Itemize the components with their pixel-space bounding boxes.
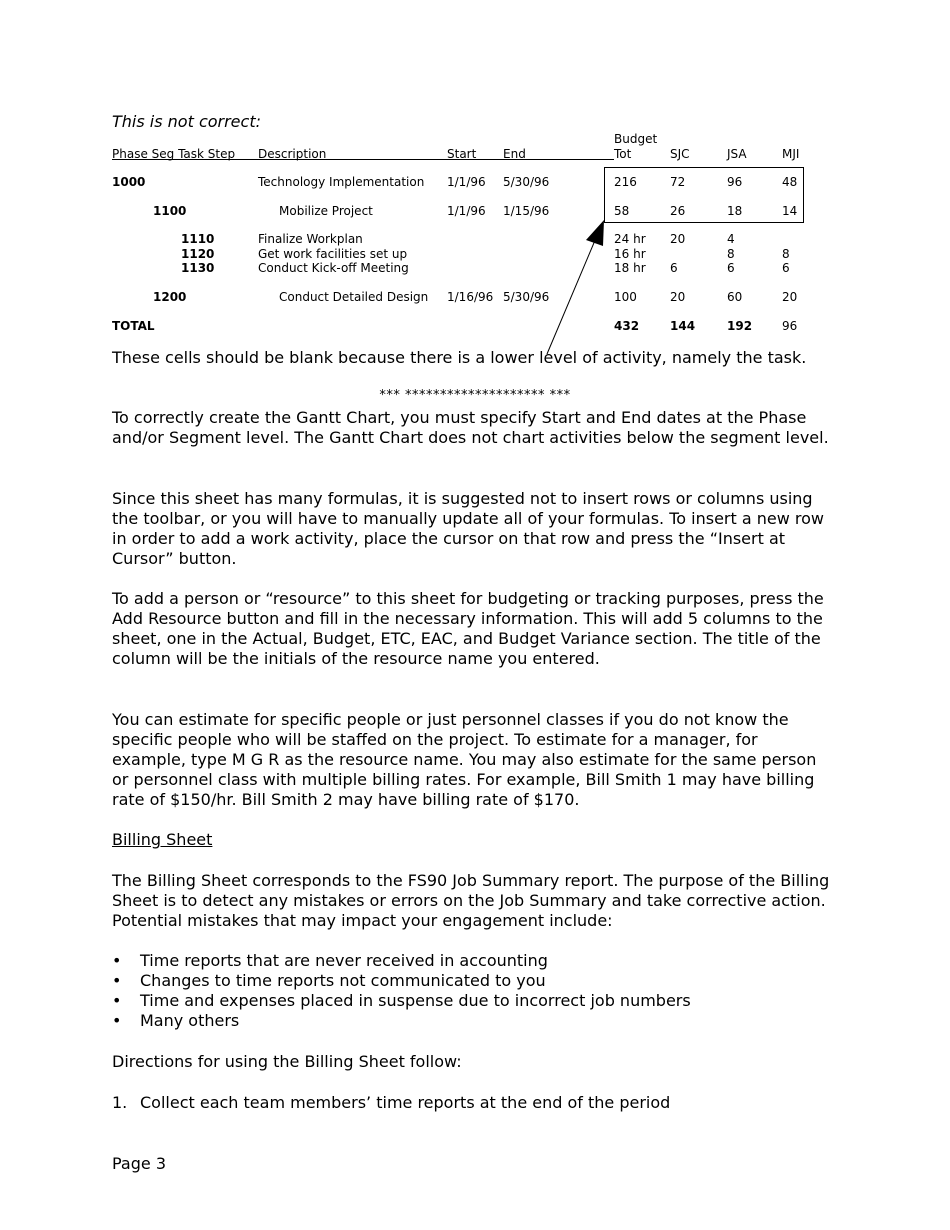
- row-jsa: 8: [727, 247, 735, 261]
- callout-arrow: [0, 0, 950, 400]
- row-mji: 48: [782, 175, 798, 189]
- total-jsa: 192: [727, 319, 753, 333]
- row-start: 1/1/96: [447, 175, 486, 189]
- row-code: 1200: [153, 290, 187, 304]
- resource-paragraph: To add a person or “resource” to this sheet for budgeting or tracking purposes, press the Add Resource button and fill in the necessary information. This will add 5 columns to the sheet, one in the Actual, Budget, ETC, EAC, and Budget Variance section. The title of the column will be the initials of the resource name you entered.: [112, 589, 824, 668]
- total-tot: 432: [614, 319, 640, 333]
- row-end: 1/15/96: [503, 204, 550, 218]
- row-end: 5/30/96: [503, 175, 550, 189]
- row-code: 1130: [181, 261, 215, 275]
- row-sjc: 6: [670, 261, 678, 275]
- row-jsa: 60: [727, 290, 743, 304]
- row-description: Technology Implementation: [258, 175, 425, 189]
- row-description: Mobilize Project: [279, 204, 373, 218]
- row-start: 1/1/96: [447, 204, 486, 218]
- row-description: Conduct Kick-off Meeting: [258, 261, 409, 275]
- total-mji: 96: [782, 319, 798, 333]
- total-sjc: 144: [670, 319, 696, 333]
- intro-heading: This is not correct:: [112, 112, 261, 131]
- row-jsa: 18: [727, 204, 743, 218]
- row-sjc: 26: [670, 204, 686, 218]
- total-label: TOTAL: [112, 319, 155, 333]
- bullet-icon: •: [112, 971, 122, 990]
- row-sjc: 72: [670, 175, 686, 189]
- step-text: Collect each team members’ time reports at the end of the period: [140, 1093, 671, 1112]
- jsa-header: JSA: [727, 147, 747, 161]
- row-sjc: 20: [670, 232, 686, 246]
- billing-intro-paragraph: The Billing Sheet corresponds to the FS90 Job Summary report. The purpose of the Billing Sheet is to detect any mistakes or errors on the Job Summary and take corrective action. Potential mistakes that may impact your engagement include:: [112, 871, 830, 930]
- row-description: Get work facilities set up: [258, 247, 408, 261]
- list-item: • Time reports that are never received in accounting: [112, 951, 548, 970]
- row-tot: 58: [614, 204, 630, 218]
- row-code: 1100: [153, 204, 187, 218]
- row-code: 1120: [181, 247, 215, 261]
- row-tot: 18 hr: [614, 261, 646, 275]
- note-text: These cells should be blank because there is a lower level of activity, namely the task.: [112, 348, 807, 367]
- row-start: 1/16/96: [447, 290, 494, 304]
- mji-header: MJI: [782, 147, 800, 161]
- budget-group-header: Budget: [614, 132, 658, 146]
- list-item: • Changes to time reports not communicated to you: [112, 971, 546, 990]
- row-end: 5/30/96: [503, 290, 550, 304]
- row-jsa: 6: [727, 261, 735, 275]
- separator: *** ******************** ***: [379, 388, 571, 403]
- arrow-shaft: [547, 238, 596, 354]
- list-item: • Time and expenses placed in suspense due to incorrect job numbers: [112, 991, 691, 1010]
- row-jsa: 96: [727, 175, 743, 189]
- formulas-paragraph: Since this sheet has many formulas, it is suggested not to insert rows or columns using the toolbar, or you will have to manually update all of your formulas. To insert a new row in order to add a work activity, place the cursor on that row and press the “Insert at Cursor” button.: [112, 489, 825, 568]
- arrow-head: [586, 220, 604, 246]
- row-sjc: 20: [670, 290, 686, 304]
- end-header: End: [503, 147, 526, 161]
- bullet-icon: •: [112, 991, 122, 1010]
- sjc-header: SJC: [670, 147, 690, 161]
- row-tot: 100: [614, 290, 637, 304]
- row-jsa: 4: [727, 232, 735, 246]
- row-description: Conduct Detailed Design: [279, 290, 429, 304]
- bullet-icon: •: [112, 1011, 122, 1030]
- description-header: Description: [258, 147, 327, 161]
- row-mji: 14: [782, 204, 798, 218]
- mistakes-list: [112, 951, 691, 1031]
- row-mji: 20: [782, 290, 798, 304]
- gantt-paragraph: To correctly create the Gantt Chart, you must specify Start and End dates at the Phase and/or Segment level. The Gantt Chart does not chart activities below the segment level.: [112, 408, 829, 447]
- row-tot: 216: [614, 175, 637, 189]
- phase-seg-task-step-header: Phase Seg Task Step: [112, 147, 236, 161]
- page-number: Page 3: [112, 1154, 166, 1173]
- step-number: 1.: [112, 1093, 128, 1112]
- row-description: Finalize Workplan: [258, 232, 363, 246]
- list-item: • Many others: [112, 1011, 240, 1030]
- bullet-icon: •: [112, 951, 122, 970]
- row-mji: 6: [782, 261, 790, 275]
- row-tot: 24 hr: [614, 232, 646, 246]
- estimate-paragraph: You can estimate for specific people or just personnel classes if you do not know the specific people who will be staffed on the project. To estimate for a manager, for example, type M G R as the resource name. You may also estimate for the same person or personnel class with multiple billing rates. For example, Bill Smith 1 may have billing rate of $150/hr. Bill Smith 2 may have billing rate of $170.: [112, 710, 817, 809]
- row-code: 1110: [181, 232, 215, 246]
- tot-header: Tot: [614, 147, 632, 161]
- billing-sheet-heading: Billing Sheet: [112, 830, 213, 849]
- start-header: Start: [447, 147, 477, 161]
- directions-text: Directions for using the Billing Sheet follow:: [112, 1052, 462, 1071]
- row-code: 1000: [112, 175, 146, 189]
- row-tot: 16 hr: [614, 247, 646, 261]
- row-mji: 8: [782, 247, 790, 261]
